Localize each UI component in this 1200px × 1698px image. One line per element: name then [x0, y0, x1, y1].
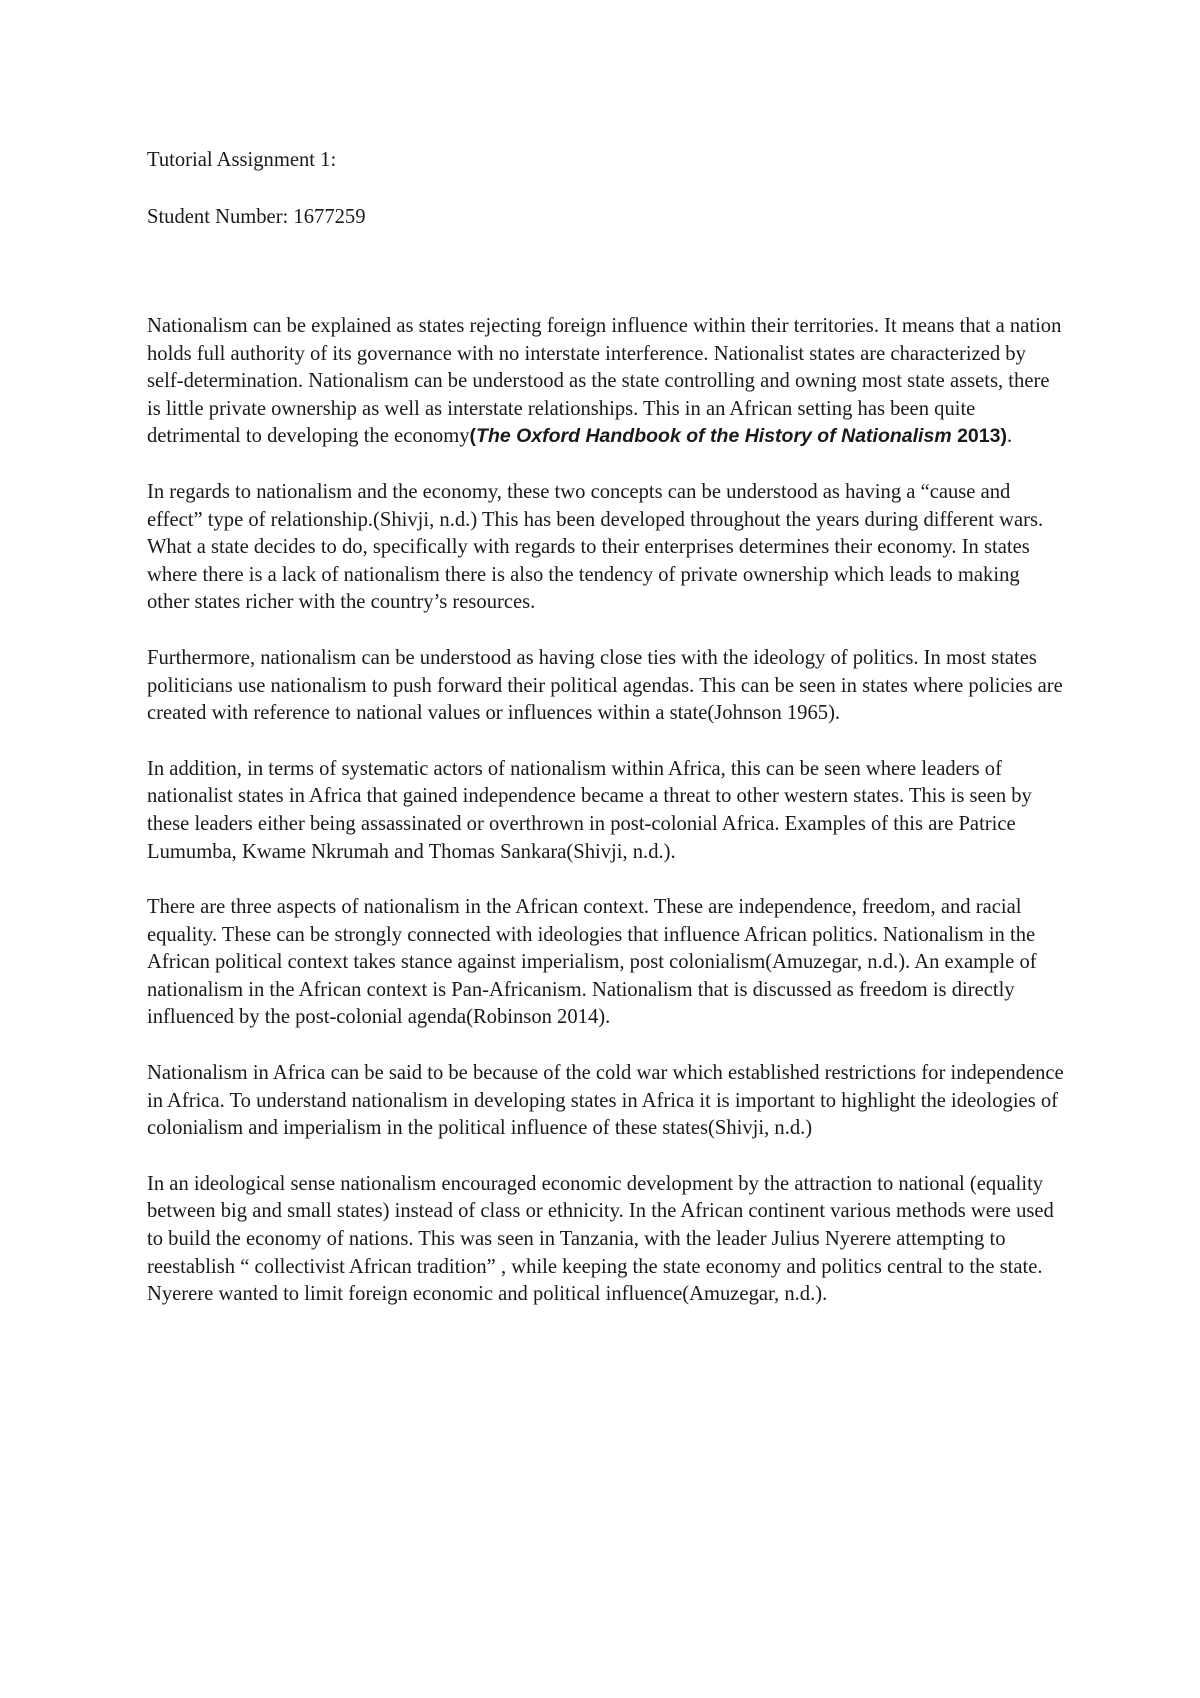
- paragraph-5: There are three aspects of nationalism in the African context. These are independence, freedom, and racial equality. These can be strongly connected with ideologies that influence African politics. Nationalism in the African political context takes stance against imperialism, post colonialism(Amuzegar, n.d.). An example of nationalism in the African context is Pan-Africanism. Nationalism that is discussed as freedom is directly influenced by the post-colonial agenda(Robinson 2014).: [147, 896, 1037, 1029]
- citation-year: 2013): [951, 425, 1007, 448]
- student-number: Student Number: 1677259: [147, 206, 366, 228]
- paragraph-6: Nationalism in Africa can be said to be because of the cold war which established restrictions for independence in Africa. To understand nationalism in developing states in Africa it is important to highlight the ideologies of colonialism and imperialism in the political influence of these states(Shivji, n.d.): [147, 1062, 1064, 1140]
- paragraph-4: In addition, in terms of systematic actors of nationalism within Africa, this can be seen where leaders of nationalist states in Africa that gained independence became a threat to other western states. This is seen by these leaders either being assassinated or overthrown in post-colonial Africa. Examples of this are Patrice Lumumba, Kwame Nkrumah and Thomas Sankara(Shivji, n.d.).: [147, 757, 1032, 863]
- paragraph-3: Furthermore, nationalism can be understood as having close ties with the ideology of politics. In most states politicians use nationalism to push forward their political agendas. This can be seen in states where policies are created with reference to national values or influences within a state(Johnson 1965).: [147, 646, 1063, 725]
- citation-title: The Oxford Handbook of the History of Nationalism: [476, 425, 952, 448]
- paragraph-1-text: Nationalism can be explained as states rejecting foreign influence within their territories. It means that a nation holds full authority of its governance with no interstate interference. Nationalist states are characterized by self-determination. Nationalism can be understood as the state controlling and owning most state assets, there is little private ownership as well as interstate relationships. This in an African setting has been quite detrimental to developing the economy: [147, 315, 1062, 448]
- paragraph-7: In an ideological sense nationalism encouraged economic development by the attraction to national (equality between big and small states) instead of class or ethnicity. In the African continent various methods were used to build the economy of nations. This was seen in Tanzania, with the leader Julius Nyerere attempting to reestablish “ collectivist African tradition” , while keeping the state economy and politics central to the state. Nyerere wanted to limit foreign economic and political influence(Amuzegar, n.d.).: [147, 1172, 1054, 1306]
- paragraph-1: [147, 313, 1067, 451]
- oxford-handbook-citation: (The Oxford Handbook of the History of Nationalism 2013): [469, 425, 1007, 448]
- citation-period: .: [1006, 425, 1013, 448]
- paragraph-2: In regards to nationalism and the economy, these two concepts can be understood as having a “cause and effect” type of relationship.(Shivji, n.d.) This has been developed throughout the years during different wars. What a state decides to do, specifically with regards to their enterprises determines their economy. In states where there is a lack of nationalism there is also the tendency of private ownership which leads to making other states richer with the country’s resources.: [147, 480, 1044, 614]
- essay-body: [147, 313, 1067, 1309]
- assignment-title: Tutorial Assignment 1:: [147, 149, 337, 171]
